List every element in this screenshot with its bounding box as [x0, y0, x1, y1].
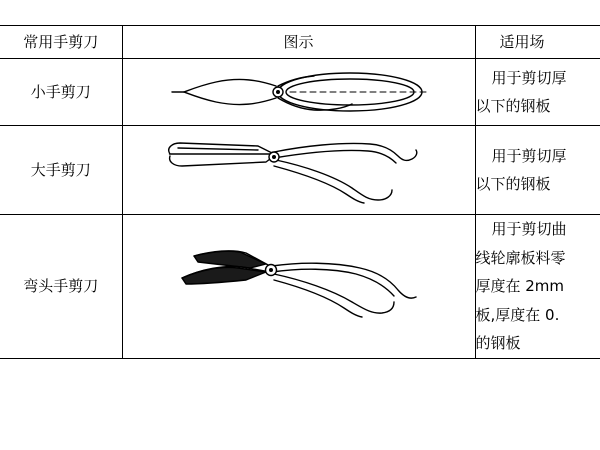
application-line: 的钢板	[475, 334, 521, 352]
tool-figure-cell	[122, 59, 475, 126]
tool-name: 小手剪刀	[0, 59, 122, 126]
tool-name: 大手剪刀	[0, 126, 122, 215]
tool-application	[475, 126, 600, 215]
tool-application	[475, 215, 600, 359]
large-hand-shears-icon	[123, 132, 475, 208]
table-row	[0, 59, 600, 126]
tool-figure-cell	[122, 126, 475, 215]
tool-figure-cell	[122, 215, 475, 359]
application-line: 用于剪切曲	[491, 220, 567, 238]
bent-head-hand-shears-icon	[123, 238, 475, 334]
application-line: 以下的钢板	[475, 175, 551, 193]
application-line: 线轮廓板料零	[475, 248, 566, 267]
column-header-application: 适用场	[475, 26, 600, 59]
application-line: 厚度在 2mm	[475, 277, 565, 295]
small-hand-shears-icon	[123, 64, 475, 120]
tool-specification-table	[0, 25, 600, 359]
column-header-figure: 图示	[122, 26, 475, 59]
application-line: 用于剪切厚	[491, 68, 567, 87]
tool-name: 弯头手剪刀	[0, 215, 122, 359]
table-row	[0, 215, 600, 359]
application-line: 用于剪切厚	[491, 146, 567, 165]
table-row	[0, 126, 600, 215]
application-line: 板,厚度在 0.	[475, 305, 560, 324]
column-header-name: 常用手剪刀	[0, 26, 122, 59]
table-header-row	[0, 26, 600, 59]
tool-application	[475, 59, 600, 126]
application-line: 以下的钢板	[475, 97, 551, 115]
